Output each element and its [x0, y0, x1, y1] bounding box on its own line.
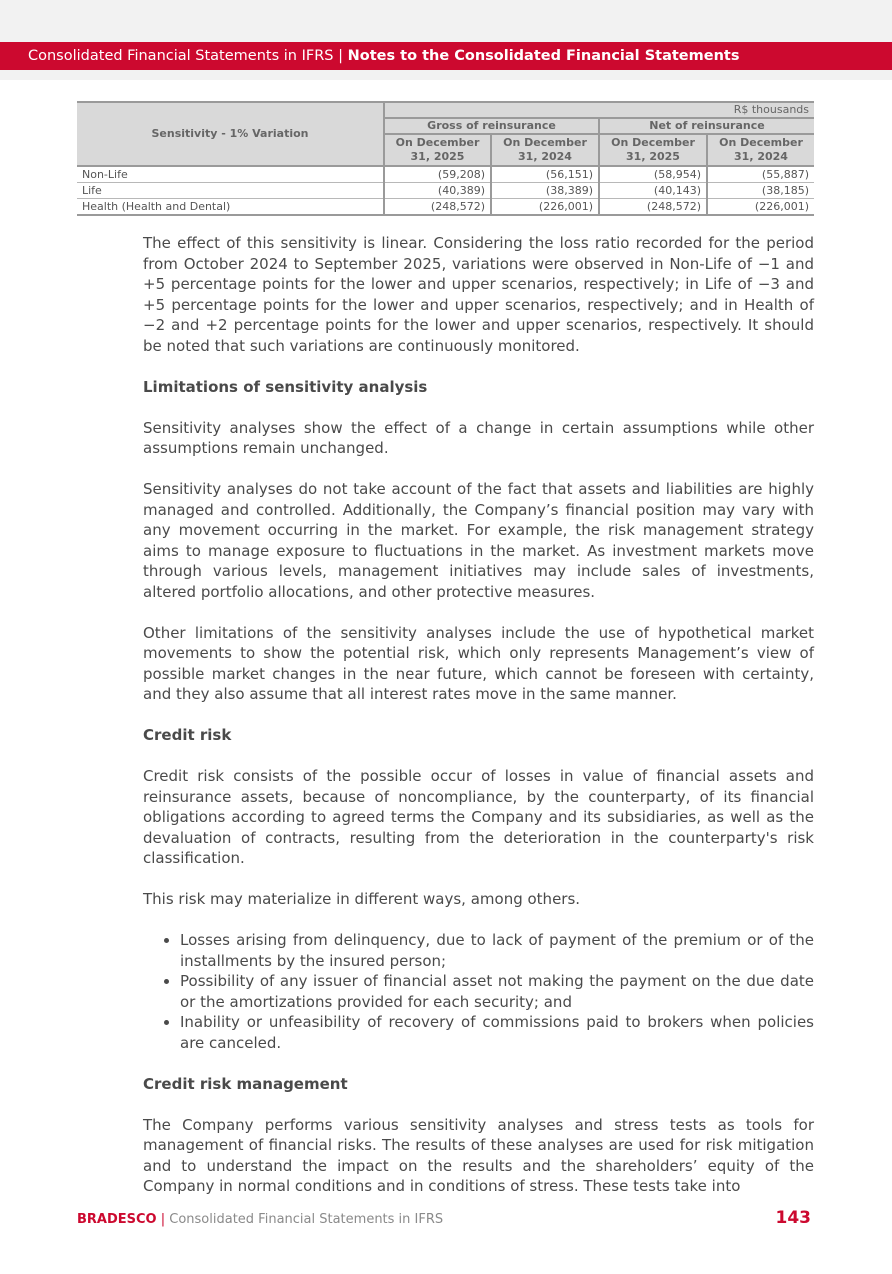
table-row: [77, 166, 814, 183]
row-header-label: Sensitivity - 1% Variation: [77, 102, 384, 166]
cell-gross-2025: (248,572): [384, 199, 491, 216]
cell-gross-2024: (226,001): [491, 199, 599, 216]
col-header-gross-2024: On December 31, 2024: [491, 134, 599, 166]
group-gross-header: Gross of reinsurance: [384, 118, 599, 134]
cell-net-2024: (226,001): [707, 199, 814, 216]
table-row: [77, 199, 814, 216]
paragraph-risk-materialize: This risk may materialize in different ways, among others.: [143, 890, 581, 908]
cell-net-2025: (58,954): [599, 166, 707, 183]
sensitivity-table: [77, 101, 814, 216]
cell-gross-2025: (59,208): [384, 166, 491, 183]
heading-credit-risk: Credit risk: [143, 726, 232, 744]
row-label: Health (Health and Dental): [77, 199, 384, 216]
header-left-title: Consolidated Financial Statements in IFRS: [28, 48, 334, 64]
cell-gross-2024: (38,389): [491, 183, 599, 199]
table-header-row-unit: [77, 102, 814, 118]
cell-net-2024: (38,185): [707, 183, 814, 199]
group-net-header: Net of reinsurance: [599, 118, 814, 134]
row-label: Life: [77, 183, 384, 199]
header-right-title: Notes to the Consolidated Financial Statements: [347, 48, 740, 64]
col-header-net-2024: On December 31, 2024: [707, 134, 814, 166]
footer-brand: BRADESCO: [77, 1212, 157, 1227]
cell-net-2025: (40,143): [599, 183, 707, 199]
cell-gross-2024: (56,151): [491, 166, 599, 183]
cell-gross-2025: (40,389): [384, 183, 491, 199]
table-row: [77, 183, 814, 199]
row-label: Non-Life: [77, 166, 384, 183]
paragraph-sensitivity-assumptions: Sensitivity analyses show the effect of a change in certain assumptions while other assumptions remain unchanged.: [143, 418, 814, 457]
unit-label: R$ thousands: [384, 102, 814, 118]
paragraph-sensitivity-management: Sensitivity analyses do not take account of the fact that assets and liabilities are highly managed and controlled. Additionally, the Company’s financial position may vary with any movement occurring in the market. For example, the risk management strategy aims to manage exposure to fluctuations in the market. As investment markets move through various levels, management initiatives may include sales of investments, altered portfolio allocations, and other protective measures.: [143, 480, 814, 601]
footer-title: Consolidated Financial Statements in IFRS: [169, 1212, 444, 1227]
paragraph-sensitivity-effect: The effect of this sensitivity is linear. Considering the loss ratio recorded for the period from October 2024 to September 2025, variations were observed in Non-Life of −1 and +5 percentage points for the lower and upper scenarios, respectively; in Life of −3 and +5 percentage points for the lower and upper scenarios, respectively; and in Health of −2 and +2 percentage points for the lower and upper scenarios, respectively. It should be noted that such variations are continuously monitored.: [143, 234, 814, 355]
paragraph-other-limitations: Other limitations of the sensitivity analyses include the use of hypothetical market movements to show the potential risk, which only represents Management’s view of possible market changes in the near future, which cannot be foreseen with certainty, and they also assume that all interest rates move in the same manner.: [143, 623, 814, 703]
paragraph-credit-risk-definition: Credit risk consists of the possible occur of losses in value of financial assets and reinsurance assets, because of noncompliance, by the counterparty, of its financial obligations according to agreed terms the Company and its subsidiaries, as well as the devaluation of contracts, resulting from the deterioration in the counterparty's risk classification.: [143, 767, 814, 867]
cell-net-2025: (248,572): [599, 199, 707, 216]
cell-net-2024: (55,887): [707, 166, 814, 183]
heading-limitations: Limitations of sensitivity analysis: [143, 377, 428, 396]
list-item: • Inability or unfeasibility of recovery of commissions paid to brokers when policies are canceled.: [180, 1012, 814, 1053]
footer-separator: |: [156, 1212, 170, 1227]
page-footer: [77, 1210, 814, 1230]
body-content: [143, 233, 814, 1217]
col-header-gross-2025: On December 31, 2025: [384, 134, 491, 166]
col-header-net-2025: On December 31, 2025: [599, 134, 707, 166]
paragraph-stress-tests: The Company performs various sensitivity analyses and stress tests as tools for management of financial risks. The results of these analyses are used for risk mitigation and to understand the impact on the results and the shareholders’ equity of the Company in normal conditions and in conditions of stress. These tests take into: [143, 1115, 814, 1195]
page-header-banner: [0, 42, 892, 70]
credit-risk-bullet-list: [143, 930, 814, 1053]
page-number: 143: [775, 1208, 811, 1228]
list-item: • Possibility of any issuer of financial asset not making the payment on the due date or the amortizations provided for each security; and: [180, 971, 814, 1012]
list-item: • Losses arising from delinquency, due to lack of payment of the premium or of the installments by the insured person;: [180, 930, 814, 971]
header-separator: |: [333, 48, 348, 64]
heading-credit-risk-management: Credit risk management: [143, 1074, 348, 1093]
